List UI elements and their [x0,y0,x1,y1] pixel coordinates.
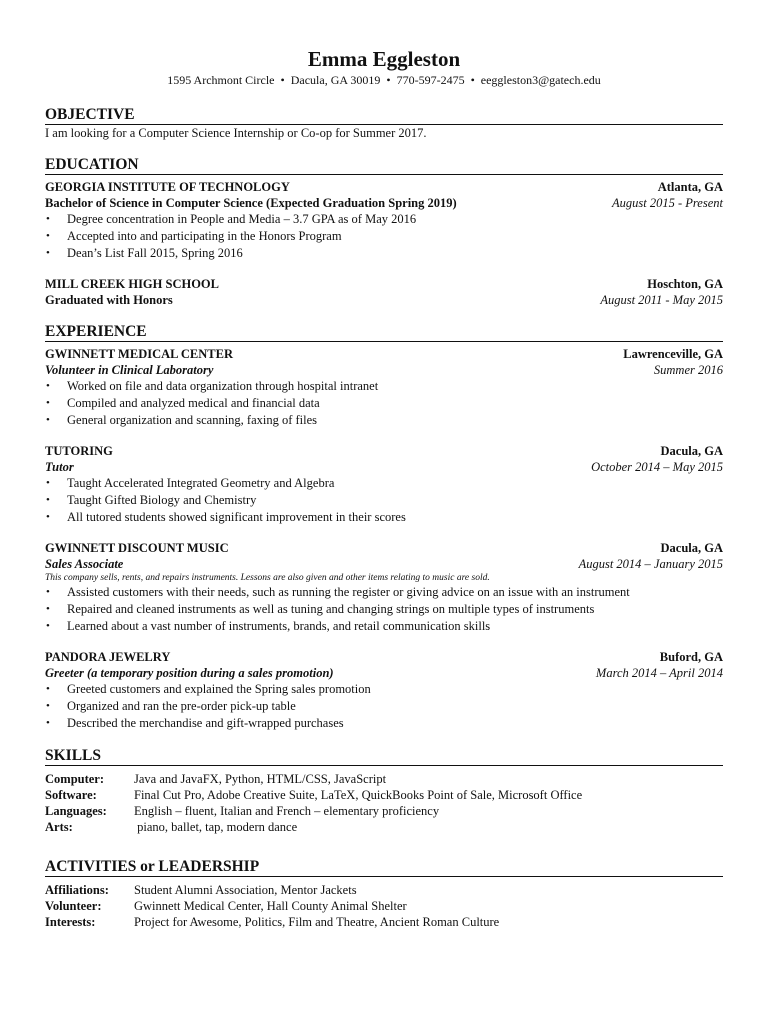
activity-value: Gwinnett Medical Center, Hall County Animal Shelter [134,899,407,913]
bullet-item: • Assisted customers with their needs, such as running the register or giving advice on an issue with an instrument [45,584,723,601]
skill-row [45,787,723,803]
bullet-item: • Compiled and analyzed medical and financial data [45,395,723,412]
skill-value: Final Cut Pro, Adobe Creative Suite, LaTeX, QuickBooks Point of Sale, Microsoft Office [134,788,583,802]
bullet-item: • Organized and ran the pre-order pick-up table [45,698,723,715]
skill-row [45,819,723,835]
resume-name: Emma Eggleston [307,47,461,71]
bullet-item: • Taught Accelerated Integrated Geometry and Algebra [45,475,723,492]
education-entry [45,179,723,262]
entry-dates: Summer 2016 [653,363,723,377]
section-heading-activities: ACTIVITIES or LEADERSHIP [45,858,723,877]
contact-phone: 770-597-2475 [396,73,465,87]
experience-entry [45,346,723,429]
entry-dates: August 2014 – January 2015 [578,557,723,571]
skill-label: Arts: [45,820,73,834]
entry-dates: October 2014 – May 2015 [591,460,723,474]
entry-org: PANDORA JEWELRY [45,650,171,664]
skill-row [45,771,723,787]
bullet-item: • Described the merchandise and gift-wrapped purchases [45,715,723,732]
entry-dates: August 2015 - Present [612,196,723,210]
entry-dates: March 2014 – April 2014 [595,666,723,680]
company-description: This company sells, rents, and repairs instruments. Lessons are also given and other items relating to music are sold. [45,573,490,583]
entry-role: Volunteer in Clinical Laboratory [45,363,214,377]
objective-text: I am looking for a Computer Science Internship or Co-op for Summer 2017. [45,126,427,140]
skill-label: Software: [45,788,97,802]
bullet-item: • Accepted into and participating in the Honors Program [45,228,723,245]
activity-label: Affiliations: [45,883,109,897]
bullet-item: • All tutored students showed significant improvement in their scores [45,509,723,526]
entry-bullets [45,475,723,526]
activity-row [45,914,723,930]
skill-label: Computer: [45,772,105,786]
education-entry [45,276,723,308]
entry-location: Dacula, GA [660,444,723,458]
contact-separator: • [386,73,391,87]
education-section [45,156,723,308]
entry-org: GWINNETT DISCOUNT MUSIC [45,541,229,555]
entry-location: Dacula, GA [660,541,723,555]
section-heading-experience: EXPERIENCE [45,323,723,342]
entry-location: Hoschton, GA [647,277,723,291]
activity-label: Volunteer: [45,899,102,913]
bullet-item: • Taught Gifted Biology and Chemistry [45,492,723,509]
entry-org: GEORGIA INSTITUTE OF TECHNOLOGY [45,180,290,194]
entry-bullets [45,378,723,429]
entry-org: TUTORING [45,444,113,458]
activities-section [45,858,723,930]
activity-value: Student Alumni Association, Mentor Jackets [134,883,357,897]
experience-entry [45,649,723,732]
entry-bullets [45,211,723,262]
skill-row [45,803,723,819]
contact-separator: • [470,73,475,87]
entry-role: Tutor [45,460,74,474]
section-heading-objective: OBJECTIVE [45,106,723,125]
section-heading-skills: SKILLS [45,747,723,766]
experience-entry [45,443,723,526]
skill-value: English – fluent, Italian and French – elementary proficiency [134,804,440,818]
activity-row [45,898,723,914]
skill-label: Languages: [45,804,107,818]
objective-section [45,106,723,141]
contact-separator: • [280,73,285,87]
entry-org: MILL CREEK HIGH SCHOOL [45,277,219,291]
activity-row [45,882,723,898]
entry-location: Buford, GA [659,650,723,664]
entry-role: Greeter (a temporary position during a sales promotion) [45,666,334,680]
skill-value: piano, ballet, tap, modern dance [134,820,298,834]
bullet-item: • Degree concentration in People and Media – 3.7 GPA as of May 2016 [45,211,723,228]
entry-bullets [45,681,723,732]
contact-line [0,72,768,88]
entry-location: Atlanta, GA [657,180,723,194]
bullet-item: • Learned about a vast number of instruments, brands, and retail communication skills [45,618,723,635]
activity-value: Project for Awesome, Politics, Film and Theatre, Ancient Roman Culture [134,915,500,929]
experience-entry [45,540,723,635]
entry-role: Sales Associate [45,557,124,571]
entry-role: Graduated with Honors [45,293,173,307]
contact-address: 1595 Archmont Circle [167,73,275,87]
entry-bullets [45,584,723,635]
bullet-item: • Worked on file and data organization through hospital intranet [45,378,723,395]
bullet-item: • Dean’s List Fall 2015, Spring 2016 [45,245,723,262]
contact-email: eeggleston3@gatech.edu [480,73,601,87]
skill-value: Java and JavaFX, Python, HTML/CSS, JavaScript [134,772,387,786]
entry-location: Lawrenceville, GA [623,347,723,361]
experience-section [45,323,723,732]
skills-section [45,747,723,835]
activity-label: Interests: [45,915,96,929]
contact-city: Dacula, GA 30019 [290,73,381,87]
bullet-item: • General organization and scanning, faxing of files [45,412,723,429]
entry-role: Bachelor of Science in Computer Science (Expected Graduation Spring 2019) [45,196,457,210]
bullet-item: • Repaired and cleaned instruments as well as tuning and changing strings on multiple types of instruments [45,601,723,618]
section-heading-education: EDUCATION [45,156,723,175]
entry-dates: August 2011 - May 2015 [600,293,723,307]
entry-org: GWINNETT MEDICAL CENTER [45,347,234,361]
bullet-item: • Greeted customers and explained the Spring sales promotion [45,681,723,698]
